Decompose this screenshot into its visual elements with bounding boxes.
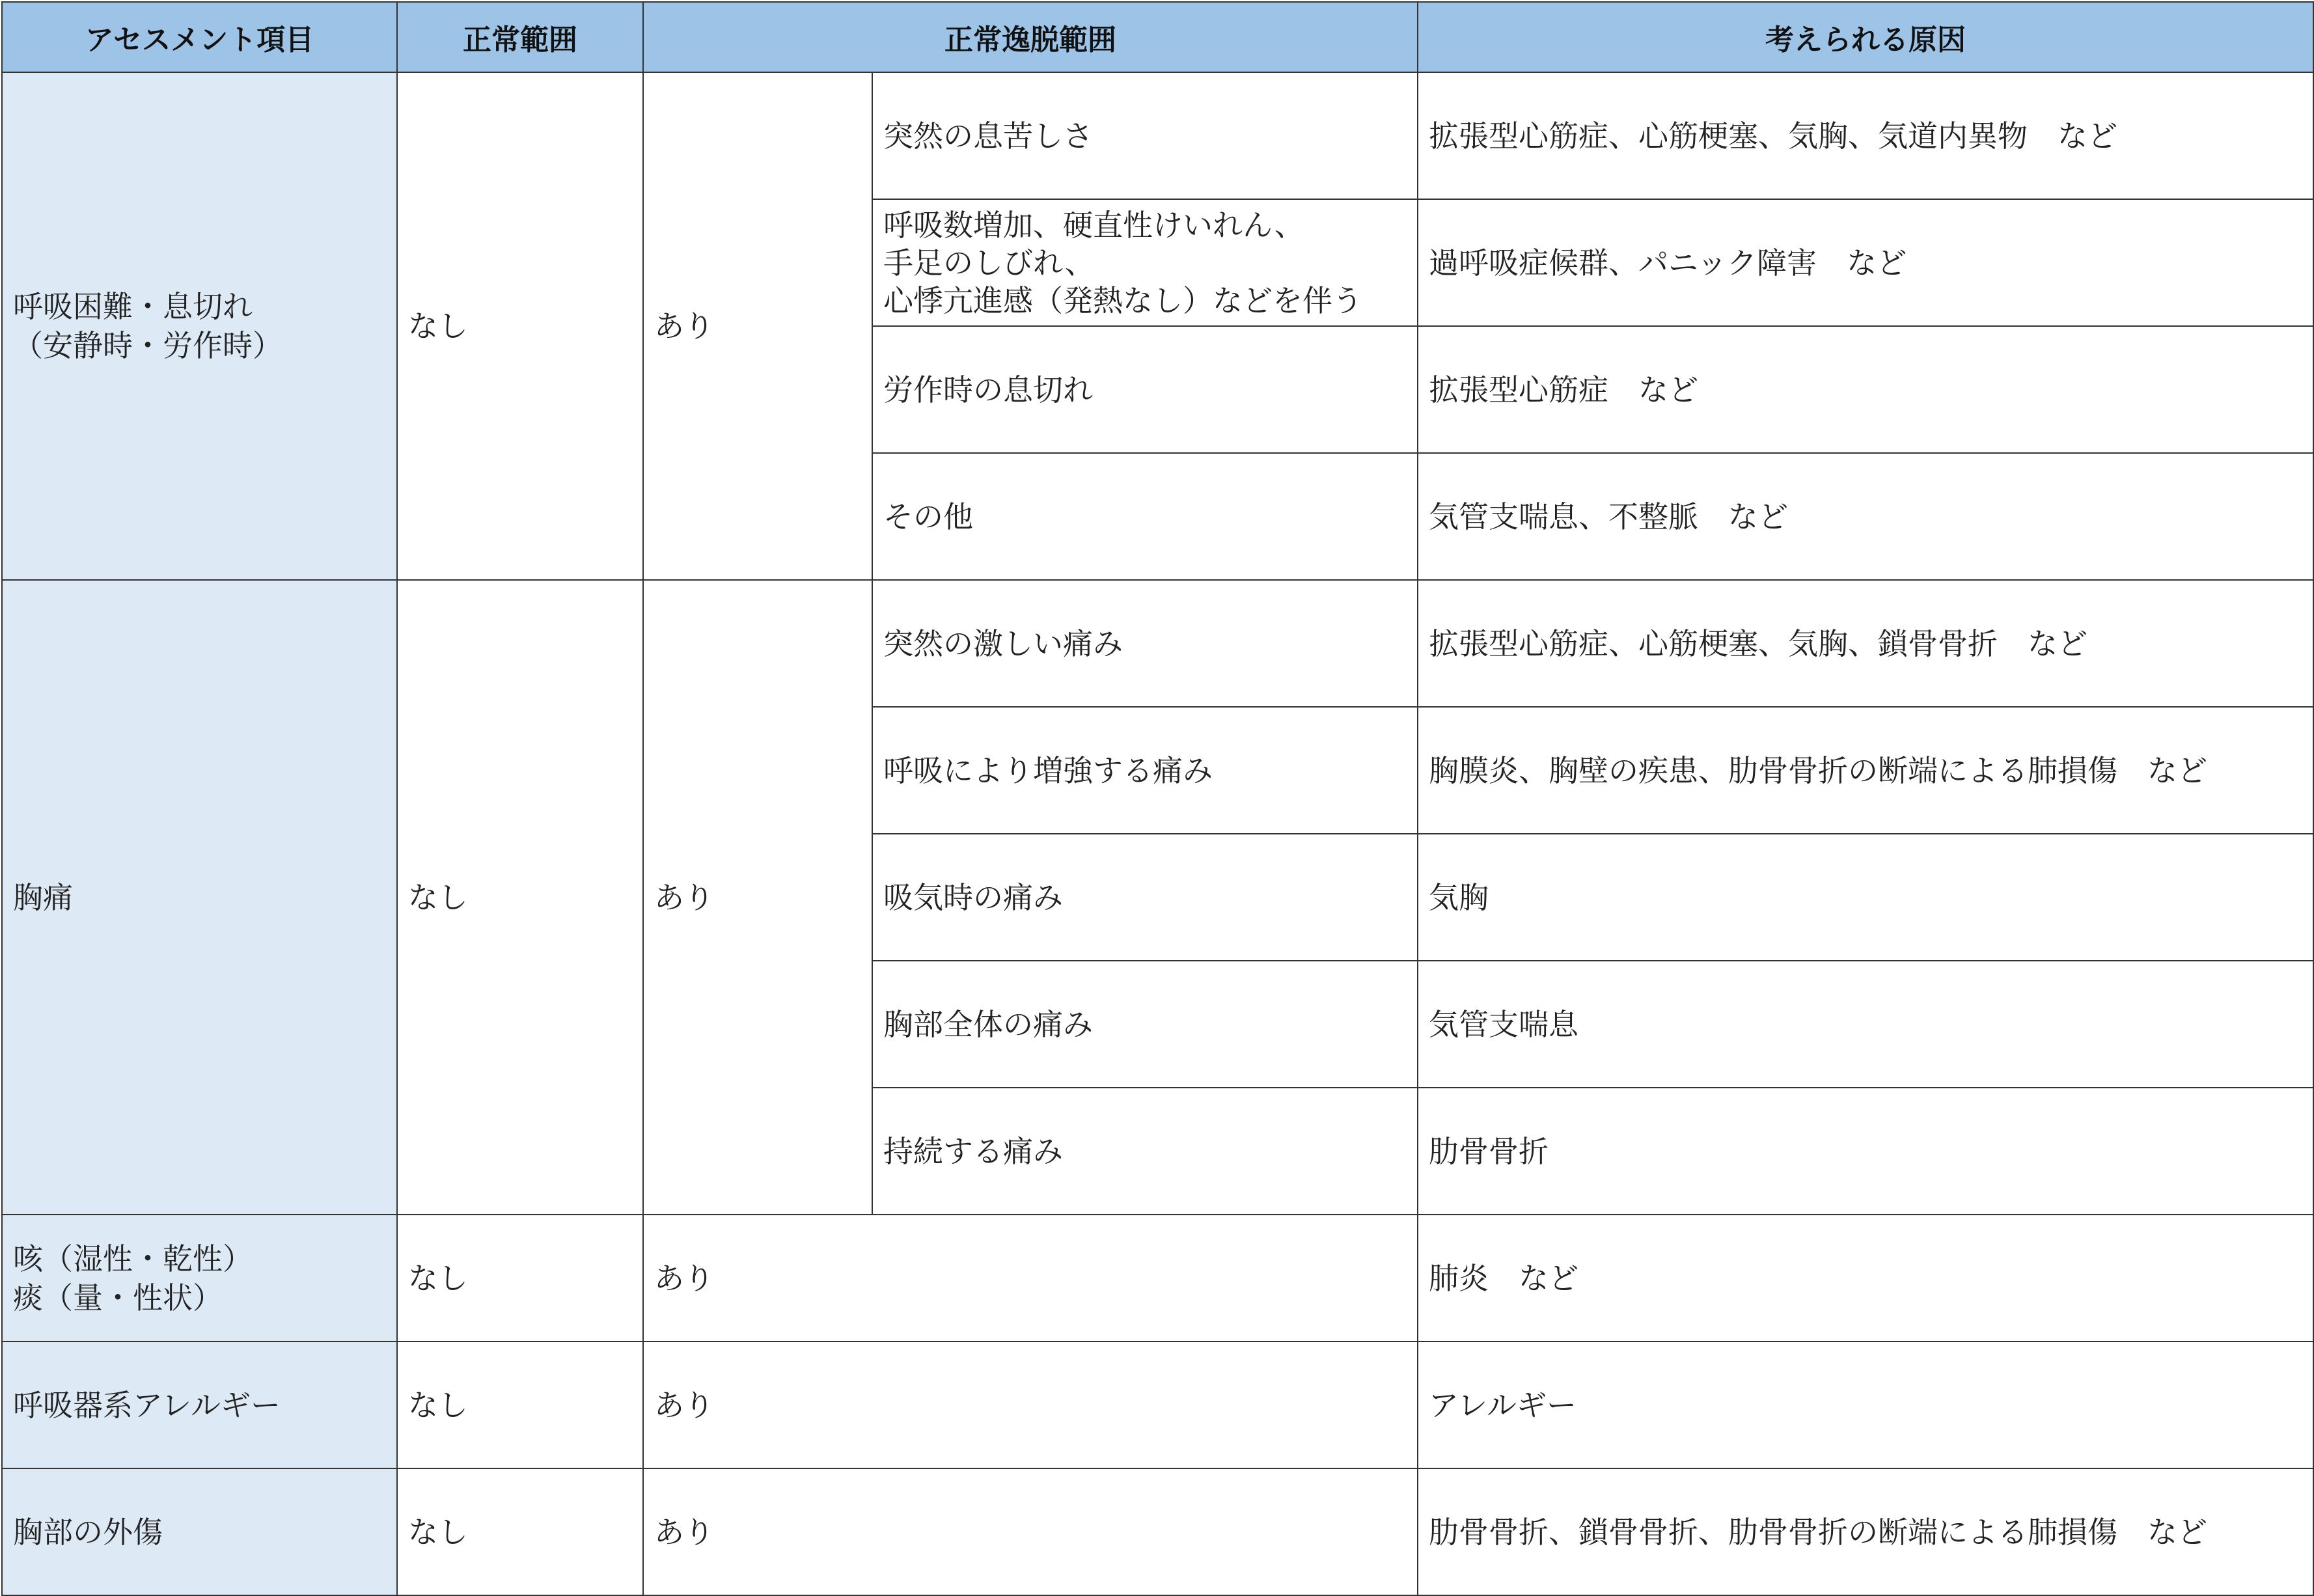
cause-cell: 気管支喘息 <box>1418 961 2313 1088</box>
normal-range-cell: なし <box>397 580 643 1215</box>
normal-range-cell: なし <box>397 1341 643 1468</box>
symptom-cell: 呼吸により増強する痛み <box>872 707 1418 834</box>
symptom-cell: 労作時の息切れ <box>872 326 1418 453</box>
abnormal-flag-cell: あり <box>643 1468 1418 1595</box>
abnormal-flag-cell: あり <box>643 1215 1418 1341</box>
assessment-item-line: （安静時・労作時） <box>13 328 282 363</box>
header-row <box>2 2 2313 72</box>
abnormal-flag-cell: あり <box>643 580 872 1215</box>
symptom-line: 呼吸数増加、硬直性けいれん、 <box>883 207 1304 243</box>
header-possible-causes: 考えられる原因 <box>1418 2 2313 72</box>
cause-cell: 肋骨骨折 <box>1418 1088 2313 1215</box>
cause-cell: 胸膜炎、胸壁の疾患、肋骨骨折の断端による肺損傷 など <box>1418 707 2313 834</box>
cause-cell: 気管支喘息、不整脈 など <box>1418 453 2313 580</box>
header-assessment-item: アセスメント項目 <box>2 2 397 72</box>
assessment-item-cell: 呼吸器系アレルギー <box>2 1341 397 1468</box>
cause-cell: 拡張型心筋症 など <box>1418 326 2313 453</box>
symptom-cell: 突然の激しい痛み <box>872 580 1418 707</box>
table-row <box>2 1468 2313 1595</box>
cause-cell: 気胸 <box>1418 834 2313 961</box>
assessment-item-cell: 胸痛 <box>2 580 397 1215</box>
header-normal-range: 正常範囲 <box>397 2 643 72</box>
symptom-cell: 突然の息苦しさ <box>872 72 1418 199</box>
cause-cell: 過呼吸症候群、パニック障害 など <box>1418 199 2313 326</box>
symptom-cell: 持続する痛み <box>872 1088 1418 1215</box>
table-row <box>2 72 2313 199</box>
symptom-line: 手足のしびれ、 <box>883 245 1095 281</box>
normal-range-cell: なし <box>397 72 643 580</box>
header-abnormal-range: 正常逸脱範囲 <box>643 2 1418 72</box>
symptom-cell: その他 <box>872 453 1418 580</box>
assessment-item-cell: 胸部の外傷 <box>2 1468 397 1595</box>
cause-cell: 肺炎 など <box>1418 1215 2313 1341</box>
symptom-line: 心悸亢進感（発熱なし）などを伴う <box>883 282 1362 318</box>
symptom-cell: 吸気時の痛み <box>872 834 1418 961</box>
normal-range-cell: なし <box>397 1215 643 1341</box>
assessment-item-cell <box>2 72 397 580</box>
cause-cell: 肋骨骨折、鎖骨骨折、肋骨骨折の断端による肺損傷 など <box>1418 1468 2313 1595</box>
assessment-item-line: 痰（量・性状） <box>13 1280 223 1315</box>
assessment-item-line: 咳（湿性・乾性） <box>13 1241 253 1276</box>
assessment-item-cell <box>2 1215 397 1341</box>
table-row <box>2 1215 2313 1341</box>
abnormal-flag-cell: あり <box>643 1341 1418 1468</box>
cause-cell: 拡張型心筋症、心筋梗塞、気胸、鎖骨骨折 など <box>1418 580 2313 707</box>
cause-cell: アレルギー <box>1418 1341 2313 1468</box>
assessment-item-line: 呼吸困難・息切れ <box>13 289 253 324</box>
assessment-table <box>1 1 2314 1596</box>
symptom-cell: 胸部全体の痛み <box>872 961 1418 1088</box>
symptom-cell <box>872 199 1418 326</box>
table-row <box>2 1341 2313 1468</box>
normal-range-cell: なし <box>397 1468 643 1595</box>
cause-cell: 拡張型心筋症、心筋梗塞、気胸、気道内異物 など <box>1418 72 2313 199</box>
table-row <box>2 580 2313 707</box>
abnormal-flag-cell: あり <box>643 72 872 580</box>
